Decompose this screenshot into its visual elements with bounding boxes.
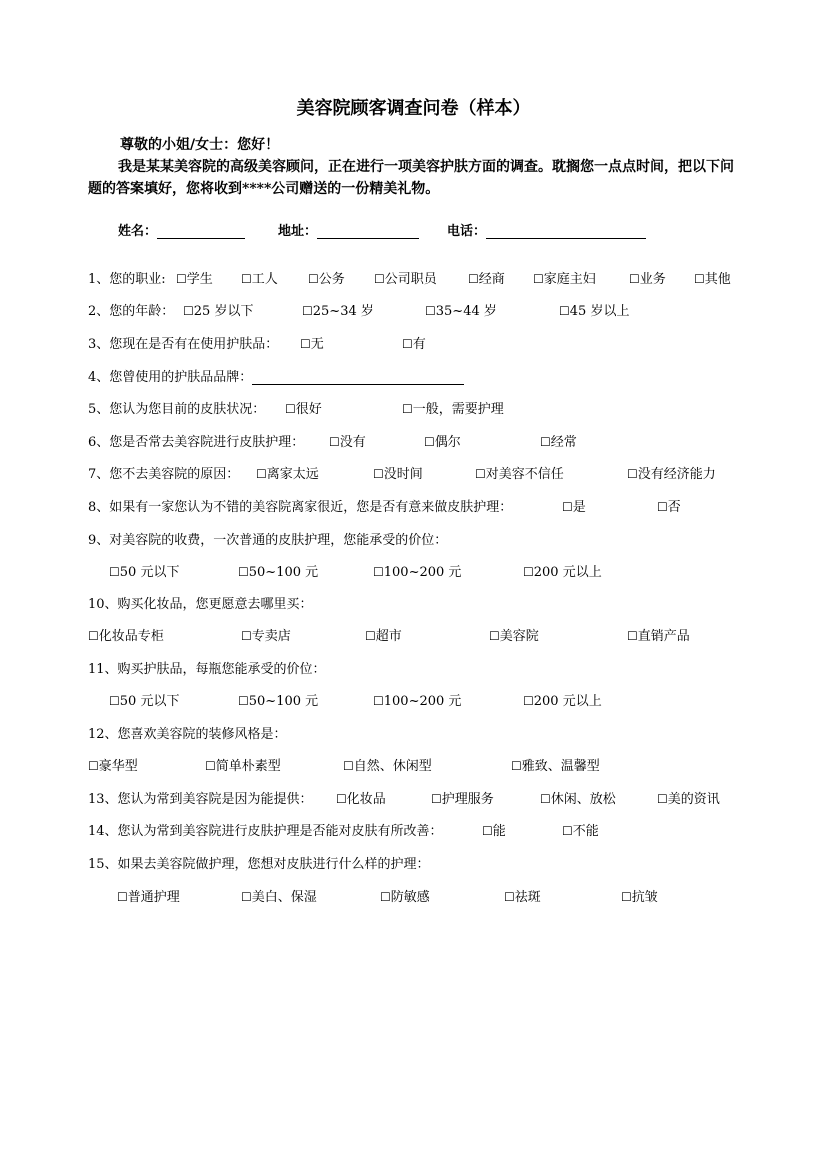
question-6: 6、您是否常去美容院进行皮肤护理： (88, 435, 305, 450)
intro-paragraph: 我是某某美容院的高级美容顾问，正在进行一项美容护肤方面的调查。耽搁您一点点时间，把以下问题的答案填好，您将收到****公司赠送的一份精美礼物。 (88, 159, 734, 197)
option[interactable]: ☐200 元以上 (523, 565, 602, 580)
checkbox-icon[interactable]: ☐ (402, 402, 413, 416)
option[interactable]: ☐豪华型 (88, 759, 138, 774)
option[interactable]: ☐公务 (308, 272, 345, 287)
checkbox-icon[interactable]: ☐ (343, 759, 354, 773)
checkbox-icon[interactable]: ☐ (402, 337, 413, 351)
option[interactable]: ☐普通护理 (117, 890, 180, 905)
checkbox-icon[interactable]: ☐ (300, 337, 311, 351)
phone-field[interactable] (447, 220, 646, 239)
checkbox-icon[interactable]: ☐ (380, 890, 391, 904)
checkbox-icon[interactable]: ☐ (468, 272, 479, 286)
name-blank[interactable] (157, 224, 245, 239)
checkbox-icon[interactable]: ☐ (205, 759, 216, 773)
checkbox-icon[interactable]: ☐ (475, 467, 486, 481)
checkbox-icon[interactable]: ☐ (329, 435, 340, 449)
checkbox-icon[interactable]: ☐ (88, 759, 99, 773)
checkbox-icon[interactable]: ☐ (511, 759, 522, 773)
option[interactable]: ☐50 元以下 (109, 694, 180, 709)
option[interactable]: ☐否 (657, 500, 681, 515)
option[interactable]: ☐200 元以上 (523, 694, 602, 709)
address-field[interactable] (278, 220, 419, 239)
brand-blank[interactable] (252, 370, 464, 385)
option[interactable]: ☐有 (402, 337, 426, 352)
option[interactable]: ☐100~200 元 (373, 565, 462, 580)
question-3: 3、您现在是否有在使用护肤品： (88, 337, 279, 352)
option[interactable]: ☐公司职员 (374, 272, 437, 287)
checkbox-icon[interactable]: ☐ (657, 792, 668, 806)
checkbox-icon[interactable]: ☐ (424, 435, 435, 449)
checkbox-icon[interactable]: ☐ (489, 629, 500, 643)
option[interactable]: ☐美容院 (489, 629, 539, 644)
checkbox-icon[interactable]: ☐ (533, 272, 544, 286)
checkbox-icon[interactable]: ☐ (109, 694, 120, 708)
checkbox-icon[interactable]: ☐ (109, 565, 120, 579)
question-13: 13、您认为常到美容院是因为能提供： (88, 792, 313, 807)
option[interactable]: ☐很好 (285, 402, 322, 417)
checkbox-icon[interactable]: ☐ (627, 629, 638, 643)
question-8: 8、如果有一家您认为不错的美容院离家很近，您是否有意来做皮肤护理： (88, 500, 513, 515)
checkbox-icon[interactable]: ☐ (562, 824, 573, 838)
option[interactable]: ☐专卖店 (241, 629, 291, 644)
option[interactable]: ☐50 元以下 (109, 565, 180, 580)
option[interactable]: ☐35~44 岁 (425, 304, 497, 319)
question-11: 11、购买护肤品，每瓶您能承受的价位： (88, 662, 326, 677)
option[interactable]: ☐不能 (562, 824, 599, 839)
checkbox-icon[interactable]: ☐ (373, 467, 384, 481)
phone-blank[interactable] (486, 224, 646, 239)
checkbox-icon[interactable]: ☐ (373, 694, 384, 708)
address-blank[interactable] (317, 224, 419, 239)
option[interactable]: ☐50~100 元 (238, 565, 319, 580)
checkbox-icon[interactable]: ☐ (302, 304, 313, 318)
option[interactable]: ☐45 岁以上 (559, 304, 630, 319)
question-1: 1、您的职业: (88, 272, 166, 287)
option[interactable]: ☐对美容不信任 (475, 467, 564, 482)
option[interactable]: ☐家庭主妇 (533, 272, 596, 287)
checkbox-icon[interactable]: ☐ (238, 694, 249, 708)
checkbox-icon[interactable]: ☐ (241, 272, 252, 286)
option[interactable]: ☐工人 (241, 272, 278, 287)
checkbox-icon[interactable]: ☐ (308, 272, 319, 286)
option[interactable]: ☐护理服务 (431, 792, 494, 807)
option[interactable]: ☐100~200 元 (373, 694, 462, 709)
name-field[interactable] (118, 220, 245, 239)
checkbox-icon[interactable]: ☐ (431, 792, 442, 806)
option[interactable]: ☐休闲、放松 (540, 792, 616, 807)
checkbox-icon[interactable]: ☐ (657, 500, 668, 514)
page-title: 美容院顾客调查问卷（样本） (296, 98, 531, 119)
checkbox-icon[interactable]: ☐ (504, 890, 515, 904)
checkbox-icon[interactable]: ☐ (336, 792, 347, 806)
question-7: 7、您不去美容院的原因： (88, 467, 240, 482)
option[interactable]: ☐25~34 岁 (302, 304, 374, 319)
question-9: 9、对美容院的收费，一次普通的皮肤护理，您能承受的价位： (88, 533, 448, 548)
option[interactable]: ☐是 (562, 500, 586, 515)
question-15: 15、如果去美容院做护理，您想对皮肤进行什么样的护理： (88, 857, 430, 872)
checkbox-icon[interactable]: ☐ (117, 890, 128, 904)
question-12: 12、您喜欢美容院的装修风格是： (88, 727, 287, 742)
name-label: 姓名： (118, 224, 158, 239)
question-10: 10、购买化妆品，您更愿意去哪里买： (88, 597, 313, 612)
checkbox-icon[interactable]: ☐ (540, 435, 551, 449)
checkbox-icon[interactable]: ☐ (540, 792, 551, 806)
option[interactable]: ☐雅致、温馨型 (511, 759, 600, 774)
option[interactable]: ☐偶尔 (424, 435, 461, 450)
address-label: 地址： (278, 224, 318, 239)
option[interactable]: ☐美白、保湿 (241, 890, 317, 905)
option[interactable]: ☐50~100 元 (238, 694, 319, 709)
option[interactable]: ☐其他 (694, 272, 731, 287)
checkbox-icon[interactable]: ☐ (241, 629, 252, 643)
option[interactable]: ☐学生 (176, 272, 213, 287)
option[interactable]: ☐无 (300, 337, 324, 352)
checkbox-icon[interactable]: ☐ (374, 272, 385, 286)
checkbox-icon[interactable]: ☐ (365, 629, 376, 643)
checkbox-icon[interactable]: ☐ (373, 565, 384, 579)
option[interactable]: ☐化妆品 (336, 792, 386, 807)
option[interactable]: ☐祛斑 (504, 890, 541, 905)
option[interactable]: ☐美的资讯 (657, 792, 720, 807)
question-2: 2、您的年龄： (88, 304, 175, 319)
phone-label: 电话： (447, 224, 487, 239)
checkbox-icon[interactable]: ☐ (562, 500, 573, 514)
option[interactable]: ☐业务 (629, 272, 666, 287)
checkbox-icon[interactable]: ☐ (694, 272, 705, 286)
checkbox-icon[interactable]: ☐ (629, 272, 640, 286)
checkbox-icon[interactable]: ☐ (559, 304, 570, 318)
checkbox-icon[interactable]: ☐ (523, 565, 534, 579)
checkbox-icon[interactable]: ☐ (621, 890, 632, 904)
checkbox-icon[interactable]: ☐ (88, 629, 99, 643)
question-4: 4、您曾使用的护肤品品牌： (88, 366, 464, 385)
option[interactable]: ☐直销产品 (627, 629, 690, 644)
checkbox-icon[interactable]: ☐ (238, 565, 249, 579)
question-5: 5、您认为您目前的皮肤状况： (88, 402, 266, 417)
option[interactable]: ☐没有经济能力 (627, 467, 716, 482)
checkbox-icon[interactable]: ☐ (482, 824, 493, 838)
checkbox-icon[interactable]: ☐ (285, 402, 296, 416)
checkbox-icon[interactable]: ☐ (241, 890, 252, 904)
checkbox-icon[interactable]: ☐ (183, 304, 194, 318)
option[interactable]: ☐防敏感 (380, 890, 430, 905)
option[interactable]: ☐能 (482, 824, 506, 839)
checkbox-icon[interactable]: ☐ (523, 694, 534, 708)
option[interactable]: ☐抗皱 (621, 890, 658, 905)
option[interactable]: ☐超市 (365, 629, 402, 644)
checkbox-icon[interactable]: ☐ (627, 467, 638, 481)
option[interactable]: ☐经商 (468, 272, 505, 287)
greeting-text: 尊敬的小姐/女士：您好！ (120, 137, 280, 153)
option[interactable]: ☐离家太远 (256, 467, 319, 482)
checkbox-icon[interactable]: ☐ (256, 467, 267, 481)
question-14: 14、您认为常到美容院进行皮肤护理是否能对皮肤有所改善： (88, 824, 443, 839)
option[interactable]: ☐化妆品专柜 (88, 629, 164, 644)
checkbox-icon[interactable]: ☐ (176, 272, 187, 286)
option[interactable]: ☐没时间 (373, 467, 423, 482)
option[interactable]: ☐没有 (329, 435, 366, 450)
option[interactable]: ☐简单朴素型 (205, 759, 281, 774)
option[interactable]: ☐一般，需要护理 (402, 402, 504, 417)
option[interactable]: ☐25 岁以下 (183, 304, 254, 319)
option[interactable]: ☐经常 (540, 435, 577, 450)
option[interactable]: ☐自然、休闲型 (343, 759, 432, 774)
checkbox-icon[interactable]: ☐ (425, 304, 436, 318)
